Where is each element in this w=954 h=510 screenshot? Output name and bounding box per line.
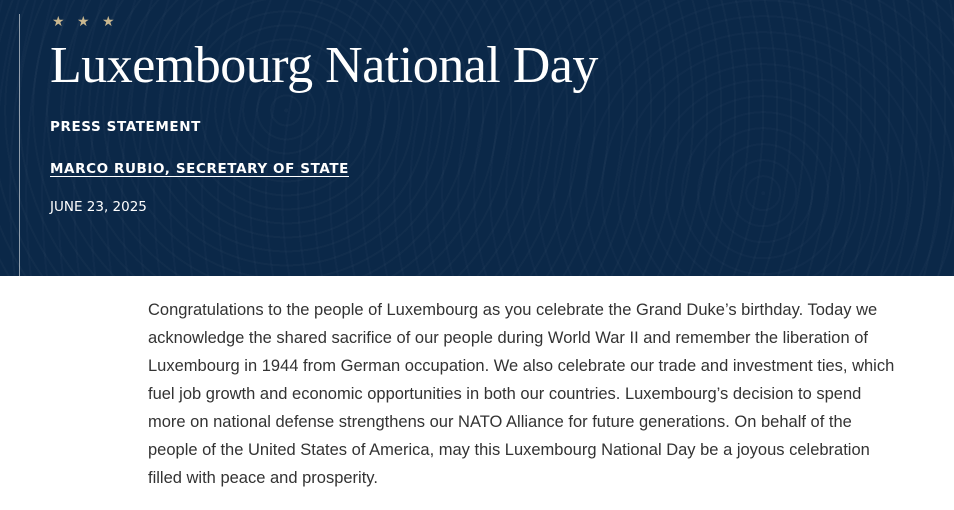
statement-type-label: PRESS STATEMENT <box>50 119 201 135</box>
page-title: Luxembourg National Day <box>50 37 598 94</box>
statement-paragraph: Congratulations to the people of Luxembourg as you celebrate the Grand Duke’s birthday. Today we acknowledge the shared sacrifice of our people during World War II and remember the liberation of Luxembourg in 1944 from German occupation. We also celebrate our trade and investment ties, which fuel job growth and economic opportunities in both our countries. Luxembourg’s decision to spend more on national defense strengthens our NATO Alliance for future generations. On behalf of the people of the United States of America, may this Luxembourg National Day be a joyous celebration filled with peace and prosperity. <box>148 301 895 487</box>
author-link[interactable]: MARCO RUBIO, SECRETARY OF STATE <box>50 161 349 177</box>
stars-icon: ★ ★ ★ <box>52 14 119 30</box>
hero-vertical-rule <box>19 14 20 276</box>
publish-date: JUNE 23, 2025 <box>50 199 147 215</box>
